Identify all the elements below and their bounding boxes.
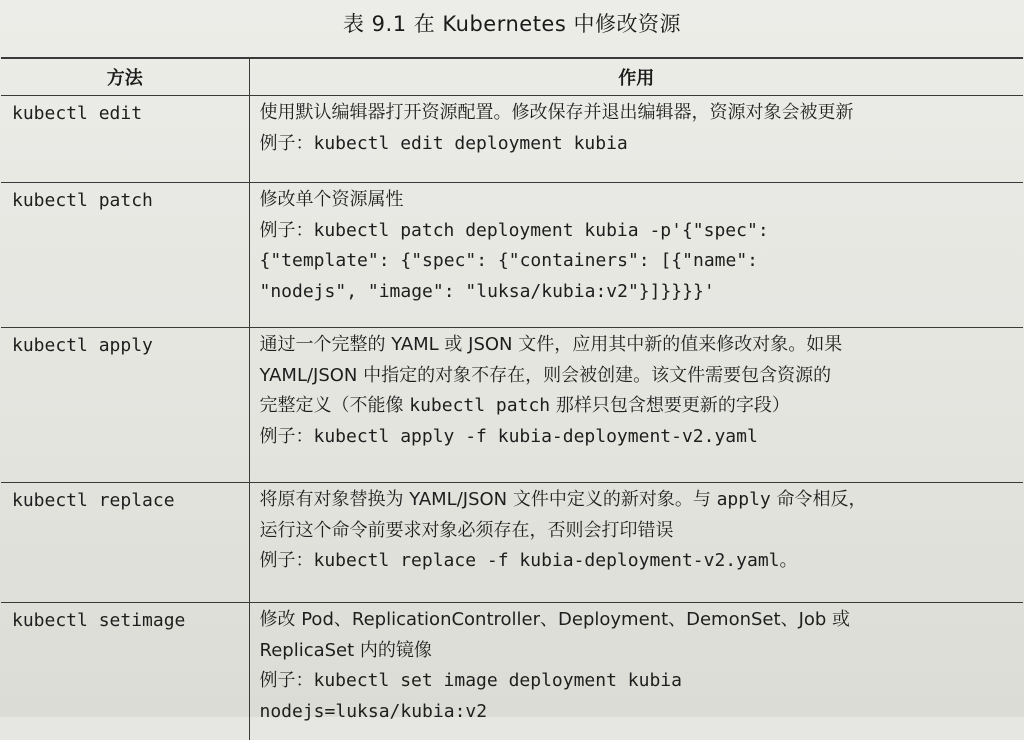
table-row [1,603,1023,740]
effect-cell [249,96,1023,183]
description-line: YAML/JSON 中指定的对象不存在，则会被创建。该文件需要包含资源的 [260,361,1024,392]
description-line: 修改单个资源属性 [260,185,1024,216]
effect-cell [249,603,1023,740]
description-line [260,391,1024,422]
example-label: 例子： [260,133,314,154]
example-line [260,666,1024,697]
description-text: 完整定义（不能像 [260,395,410,416]
inline-code: apply [717,489,771,510]
kubectl-methods-table [1,57,1023,740]
method-cell: kubectl patch [1,183,249,328]
effect-cell [249,183,1023,328]
example-code-continued: nodejs=luksa/kubia:v2 [260,697,1024,728]
description-text: 将原有对象替换为 YAML/JSON 文件中定义的新对象。与 [260,489,717,510]
example-code-continued: {"template": {"spec": {"containers": [{"name": [260,246,1024,277]
description-line: 修改 Pod、ReplicationController、Deployment、DemonSet、Job 或 [260,605,1024,636]
example-code: kubectl apply -f kubia-deployment-v2.yaml [314,426,758,447]
description-text: 那样只包含想要更新的字段） [550,395,790,416]
example-line [260,422,1024,453]
table-row [1,183,1023,328]
example-code: kubectl patch deployment kubia -p'{"spec": [314,220,769,241]
effect-cell [249,328,1023,483]
method-cell: kubectl replace [1,483,249,603]
description-line: ReplicaSet 内的镜像 [260,636,1024,667]
method-cell: kubectl apply [1,328,249,483]
inline-code: kubectl patch [409,395,550,416]
example-line [260,546,1024,577]
example-line [260,216,1024,247]
example-label: 例子： [260,670,314,691]
header-effect: 作用 [249,58,1023,96]
method-cell: kubectl edit [1,96,249,183]
example-label: 例子： [260,550,314,571]
description-line: 使用默认编辑器打开资源配置。修改保存并退出编辑器，资源对象会被更新 [260,98,1024,129]
table-row [1,96,1023,183]
example-code: kubectl set image deployment kubia [314,670,682,691]
example-code: kubectl replace -f kubia-deployment-v2.yaml。 [314,550,798,571]
description-line [260,485,1024,516]
description-line: 运行这个命令前要求对象必须存在，否则会打印错误 [260,516,1024,547]
example-line [260,129,1024,160]
table-header-row [1,58,1023,96]
example-label: 例子： [260,426,314,447]
effect-cell [249,483,1023,603]
example-code: kubectl edit deployment kubia [314,133,628,154]
method-cell: kubectl setimage [1,603,249,740]
description-text: 命令相反， [771,489,867,510]
header-method: 方法 [1,58,249,96]
table-row [1,328,1023,483]
table-caption: 表 9.1 在 Kubernetes 中修改资源 [0,8,1024,38]
description-line: 通过一个完整的 YAML 或 JSON 文件，应用其中新的值来修改对象。如果 [260,330,1024,361]
example-label: 例子： [260,220,314,241]
example-code-continued: "nodejs", "image": "luksa/kubia:v2"}]}}}}' [260,277,1024,308]
table-row [1,483,1023,603]
